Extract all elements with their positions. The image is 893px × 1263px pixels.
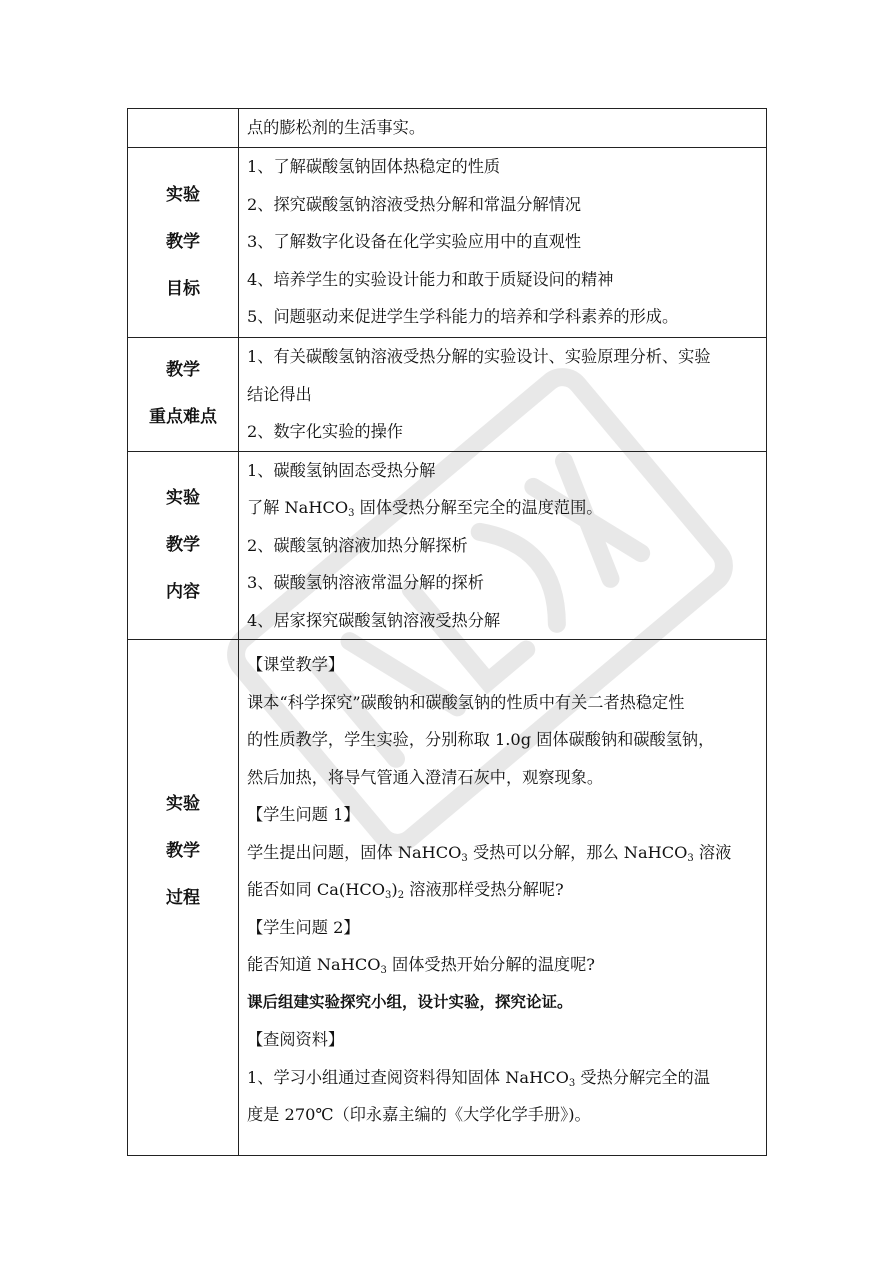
table-row — [128, 148, 767, 338]
row-label-cell — [128, 640, 239, 1156]
content-line: 结论得出 — [247, 384, 312, 404]
row-label: 教学 — [166, 232, 200, 252]
content-line: 学生提出问题，固体 NaHCO$_3$ 受热可以分解，那么 NaHCO$_3$ 溶液 — [247, 842, 732, 864]
content-line: 4、居家探究碳酸氢钠溶液受热分解 — [247, 610, 501, 630]
section-heading: 【学生问题 2】 — [247, 917, 360, 937]
row-label: 实验 — [166, 487, 200, 508]
content-line: 度是 270℃（印永嘉主编的《大学化学手册》)。 — [247, 1105, 591, 1124]
row-label: 教学 — [166, 841, 200, 861]
content-line: 2、探究碳酸氢钠溶液受热分解和常温分解情况 — [247, 194, 582, 214]
row-label-cell-empty — [128, 109, 239, 148]
content-line: 能否知道 NaHCO$_3$ 固体受热开始分解的温度呢? — [247, 955, 595, 976]
row-content-cell — [239, 338, 767, 452]
content-line: 4、培养学生的实验设计能力和敢于质疑设问的精神 — [247, 269, 614, 289]
row-label: 实验 — [166, 185, 200, 205]
row-label-cell — [128, 451, 239, 640]
section-heading: 【查阅资料】 — [247, 1030, 345, 1049]
section-heading: 【学生问题 1】 — [247, 805, 360, 824]
content-line: 1、学习小组通过查阅资料得知固体 NaHCO$_3$ 受热分解完全的温 — [247, 1067, 710, 1089]
content-line: 点的膨松剂的生活事实。 — [247, 118, 426, 137]
section-heading: 【课堂教学】 — [247, 655, 345, 674]
table-row — [128, 109, 767, 148]
table-row — [128, 451, 767, 640]
content-line: 课本“科学探究”碳酸钠和碳酸氢钠的性质中有关二者热稳定性 — [247, 692, 685, 712]
content-line: 的性质教学，学生实验，分别称取 1.0g 固体碳酸钠和碳酸氢钠， — [247, 730, 715, 749]
content-line: 1、碳酸氢钠固态受热分解 — [247, 460, 436, 480]
content-line: 然后加热，将导气管通入澄清石灰中，观察现象。 — [247, 767, 604, 787]
content-line: 2、数字化实验的操作 — [247, 422, 403, 441]
row-label: 过程 — [166, 888, 200, 908]
row-label: 实验 — [166, 794, 200, 814]
content-line: 1、有关碳酸氢钠溶液受热分解的实验设计、实验原理分析、实验 — [247, 347, 711, 366]
row-label: 教学 — [166, 360, 200, 381]
content-line: 能否如同 $Ca(HCO_3)_2$ 溶液那样受热分解呢? — [247, 880, 564, 901]
content-line: 3、碳酸氢钠溶液常温分解的探析 — [247, 573, 484, 592]
lesson-plan-table — [127, 108, 767, 1156]
content-line: 了解 NaHCO$_3$ 固体受热分解至完全的温度范围。 — [247, 498, 603, 519]
row-content-cell — [239, 109, 767, 148]
content-line: 5、问题驱动来促进学生学科能力的培养和学科素养的形成。 — [247, 307, 679, 326]
content-line: 3、了解数字化设备在化学实验应用中的直观性 — [247, 232, 582, 251]
content-line: 2、碳酸氢钠溶液加热分解探析 — [247, 535, 468, 555]
row-label-cell — [128, 338, 239, 452]
row-label: 重点难点 — [149, 407, 217, 428]
content-line: 1、了解碳酸氢钠固体热稳定的性质 — [247, 157, 501, 176]
row-content-cell — [239, 451, 767, 640]
row-content-cell — [239, 640, 767, 1156]
emphasis-line: 课后组建实验探究小组，设计实验，探究论证。 — [247, 992, 573, 1011]
row-label: 目标 — [166, 279, 200, 299]
row-label-cell — [128, 148, 239, 338]
row-content-cell — [239, 148, 767, 338]
table-row — [128, 640, 767, 1156]
row-label: 内容 — [166, 581, 200, 602]
table-row — [128, 338, 767, 452]
row-label: 教学 — [166, 534, 200, 555]
